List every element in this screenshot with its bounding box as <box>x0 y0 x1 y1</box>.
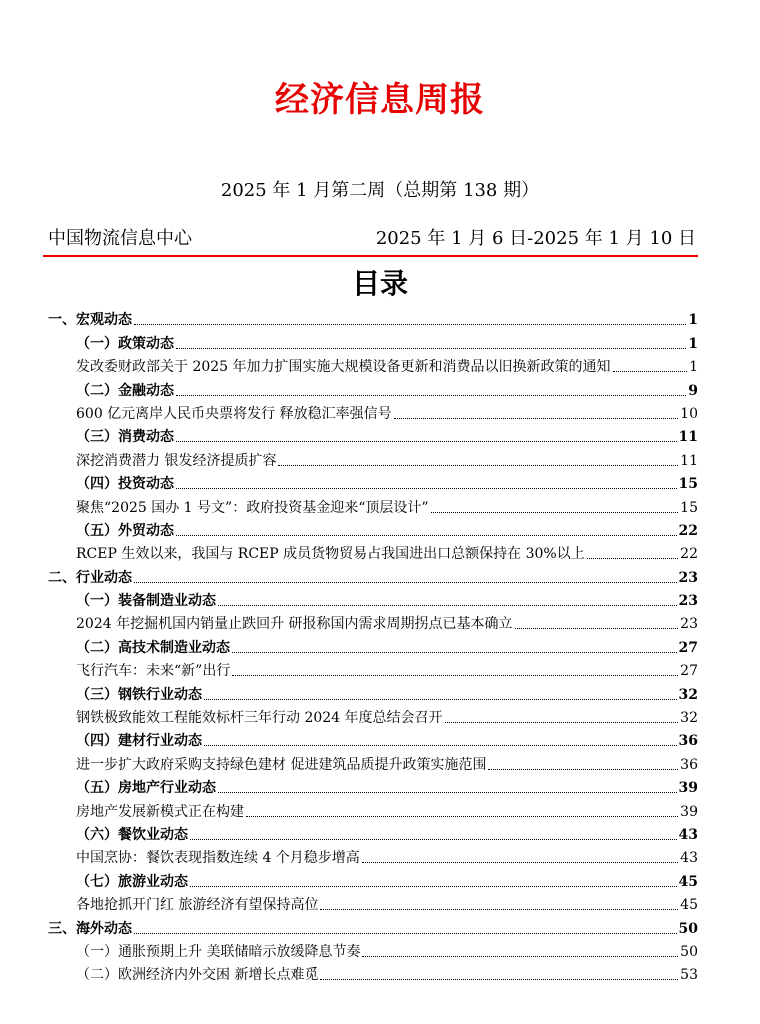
toc-entry-page: 39 <box>678 780 698 797</box>
dot-leader <box>613 371 688 372</box>
dot-leader <box>134 933 677 934</box>
toc-entry-label: 一、宏观动态 <box>48 312 132 329</box>
toc-entry-page: 32 <box>680 710 698 727</box>
toc-entry-label: 飞行汽车：未来“新”出行 <box>76 663 231 680</box>
toc-entry-label: （一）装备制造业动态 <box>76 593 216 610</box>
organization-name: 中国物流信息中心 <box>48 228 192 249</box>
toc-entry[interactable] <box>48 610 698 633</box>
dot-leader <box>204 699 677 700</box>
toc-entry[interactable] <box>48 540 698 563</box>
toc-entry[interactable] <box>48 704 698 727</box>
toc-entry[interactable] <box>48 329 698 352</box>
toc-entry-page: 23 <box>680 616 698 633</box>
dot-leader <box>190 886 677 887</box>
dot-leader <box>246 816 678 817</box>
toc-entry[interactable] <box>48 938 698 961</box>
toc-heading: 目录 <box>351 267 408 300</box>
toc-entry-label: （四）投资动态 <box>76 476 174 493</box>
dot-leader <box>362 956 678 957</box>
toc-entry[interactable] <box>48 633 698 656</box>
toc-entry-page: 9 <box>688 382 698 399</box>
toc-entry-page: 11 <box>680 452 698 469</box>
toc-entry-page: 43 <box>680 850 698 867</box>
toc-entry-label: （二）金融动态 <box>76 382 174 399</box>
toc-entry-page: 45 <box>680 897 698 914</box>
toc-entry-page: 27 <box>680 663 698 680</box>
toc-entry[interactable] <box>48 517 698 540</box>
toc-entry-label: 进一步扩大政府采购支持绿色建材 促进建筑品质提升政策实施范围 <box>76 756 487 773</box>
toc-entry[interactable] <box>48 821 698 844</box>
toc-entry[interactable] <box>48 376 698 399</box>
toc-entry-page: 23 <box>678 569 698 586</box>
toc-entry-label: （一）通胀预期上升 美联储暗示放缓降息节奏 <box>76 943 361 960</box>
toc-entry-label: （三）消费动态 <box>76 429 174 446</box>
dot-leader <box>232 675 678 676</box>
table-of-contents <box>48 306 698 984</box>
dot-leader <box>176 488 677 489</box>
toc-entry[interactable] <box>48 400 698 423</box>
toc-entry-label: 深挖消费潜力 银发经济提质扩容 <box>76 452 277 469</box>
toc-entry-page: 1 <box>689 359 698 376</box>
toc-entry-label: （六）餐饮业动态 <box>76 826 188 843</box>
dot-leader <box>445 722 679 723</box>
toc-entry[interactable] <box>48 750 698 773</box>
header-divider <box>43 255 698 257</box>
dot-leader <box>320 979 678 980</box>
toc-entry[interactable] <box>48 446 698 469</box>
toc-entry[interactable] <box>48 867 698 890</box>
dot-leader <box>320 909 678 910</box>
toc-entry-page: 23 <box>678 593 698 610</box>
toc-entry-label: （五）房地产行业动态 <box>76 780 216 797</box>
toc-entry[interactable] <box>48 470 698 493</box>
toc-entry-page: 27 <box>678 639 698 656</box>
toc-entry-label: 三、海外动态 <box>48 920 132 937</box>
toc-entry[interactable] <box>48 680 698 703</box>
toc-entry[interactable] <box>48 844 698 867</box>
dot-leader <box>431 512 679 513</box>
report-title: 经济信息周报 <box>275 80 485 120</box>
toc-entry[interactable] <box>48 353 698 376</box>
toc-entry-label: （二）欧洲经济内外交困 新增长点难觅 <box>76 967 319 984</box>
toc-entry-page: 15 <box>680 499 698 516</box>
dot-leader <box>488 769 678 770</box>
toc-entry[interactable] <box>48 961 698 984</box>
dot-leader <box>176 348 686 349</box>
toc-entry-page: 36 <box>680 756 698 773</box>
toc-entry-page: 22 <box>678 522 698 539</box>
toc-entry[interactable] <box>48 797 698 820</box>
toc-entry-label: （三）钢铁行业动态 <box>76 686 202 703</box>
toc-entry-page: 1 <box>688 335 698 352</box>
toc-entry-label: 发改委财政部关于 2025 年加力扩围实施大规模设备更新和消费品以旧换新政策的通知 <box>76 359 611 376</box>
toc-entry[interactable] <box>48 727 698 750</box>
dot-leader <box>176 441 677 442</box>
toc-entry-page: 53 <box>680 967 698 984</box>
toc-entry-label: 各地抢抓开门红 旅游经济有望保持高位 <box>76 897 319 914</box>
toc-entry-page: 45 <box>678 873 698 890</box>
toc-entry[interactable] <box>48 423 698 446</box>
toc-entry-page: 43 <box>678 826 698 843</box>
toc-entry[interactable] <box>48 493 698 516</box>
toc-entry-label: 聚焦“2025 国办 1 号文”：政府投资基金迎来“顶层设计” <box>76 499 429 516</box>
date-range: 2025 年 1 月 6 日-2025 年 1 月 10 日 <box>375 228 696 249</box>
toc-entry-label: （五）外贸动态 <box>76 522 174 539</box>
dot-leader <box>394 418 679 419</box>
toc-entry-page: 36 <box>678 733 698 750</box>
toc-entry-label: （七）旅游业动态 <box>76 873 188 890</box>
toc-entry[interactable] <box>48 563 698 586</box>
toc-entry-label: 房地产发展新模式正在构建 <box>76 803 244 820</box>
toc-entry-page: 15 <box>678 476 698 493</box>
dot-leader <box>134 324 686 325</box>
toc-entry[interactable] <box>48 891 698 914</box>
toc-entry-page: 22 <box>680 546 698 563</box>
toc-entry-label: （二）高技术制造业动态 <box>76 639 230 656</box>
toc-entry-label: RCEP 生效以来，我国与 RCEP 成员货物贸易占我国进出口总额保持在 30%以上 <box>76 546 585 563</box>
toc-entry-page: 50 <box>680 943 698 960</box>
issue-line: 2025 年 1 月第二周（总期第 138 期） <box>220 180 540 201</box>
dot-leader <box>218 792 677 793</box>
dot-leader <box>134 582 677 583</box>
toc-entry[interactable] <box>48 774 698 797</box>
toc-entry-label: 中国烹协：餐饮表现指数连续 4 个月稳步增高 <box>76 850 360 867</box>
dot-leader <box>362 862 678 863</box>
toc-entry-label: 2024 年挖掘机国内销量止跌回升 研报称国内需求周期拐点已基本确立 <box>76 616 513 633</box>
toc-entry-label: 钢铁极致能效工程能效标杆三年行动 2024 年度总结会召开 <box>76 710 443 727</box>
toc-entry-label: （四）建材行业动态 <box>76 733 202 750</box>
dot-leader <box>176 535 677 536</box>
toc-entry-label: 二、行业动态 <box>48 569 132 586</box>
toc-entry-page: 1 <box>688 312 698 329</box>
dot-leader <box>515 628 679 629</box>
toc-entry[interactable] <box>48 306 698 329</box>
toc-entry[interactable] <box>48 657 698 680</box>
toc-entry-label: 600 亿元离岸人民币央票将发行 释放稳汇率强信号 <box>76 405 392 422</box>
dot-leader <box>176 395 686 396</box>
toc-entry-page: 32 <box>678 686 698 703</box>
toc-entry[interactable] <box>48 914 698 937</box>
dot-leader <box>204 745 677 746</box>
dot-leader <box>278 465 678 466</box>
toc-entry[interactable] <box>48 587 698 610</box>
toc-entry-page: 39 <box>680 803 698 820</box>
toc-entry-page: 11 <box>678 429 698 446</box>
toc-entry-label: （一）政策动态 <box>76 335 174 352</box>
dot-leader <box>190 839 677 840</box>
dot-leader <box>587 558 678 559</box>
toc-entry-page: 50 <box>678 920 698 937</box>
dot-leader <box>232 652 677 653</box>
dot-leader <box>218 605 677 606</box>
toc-entry-page: 10 <box>680 405 698 422</box>
